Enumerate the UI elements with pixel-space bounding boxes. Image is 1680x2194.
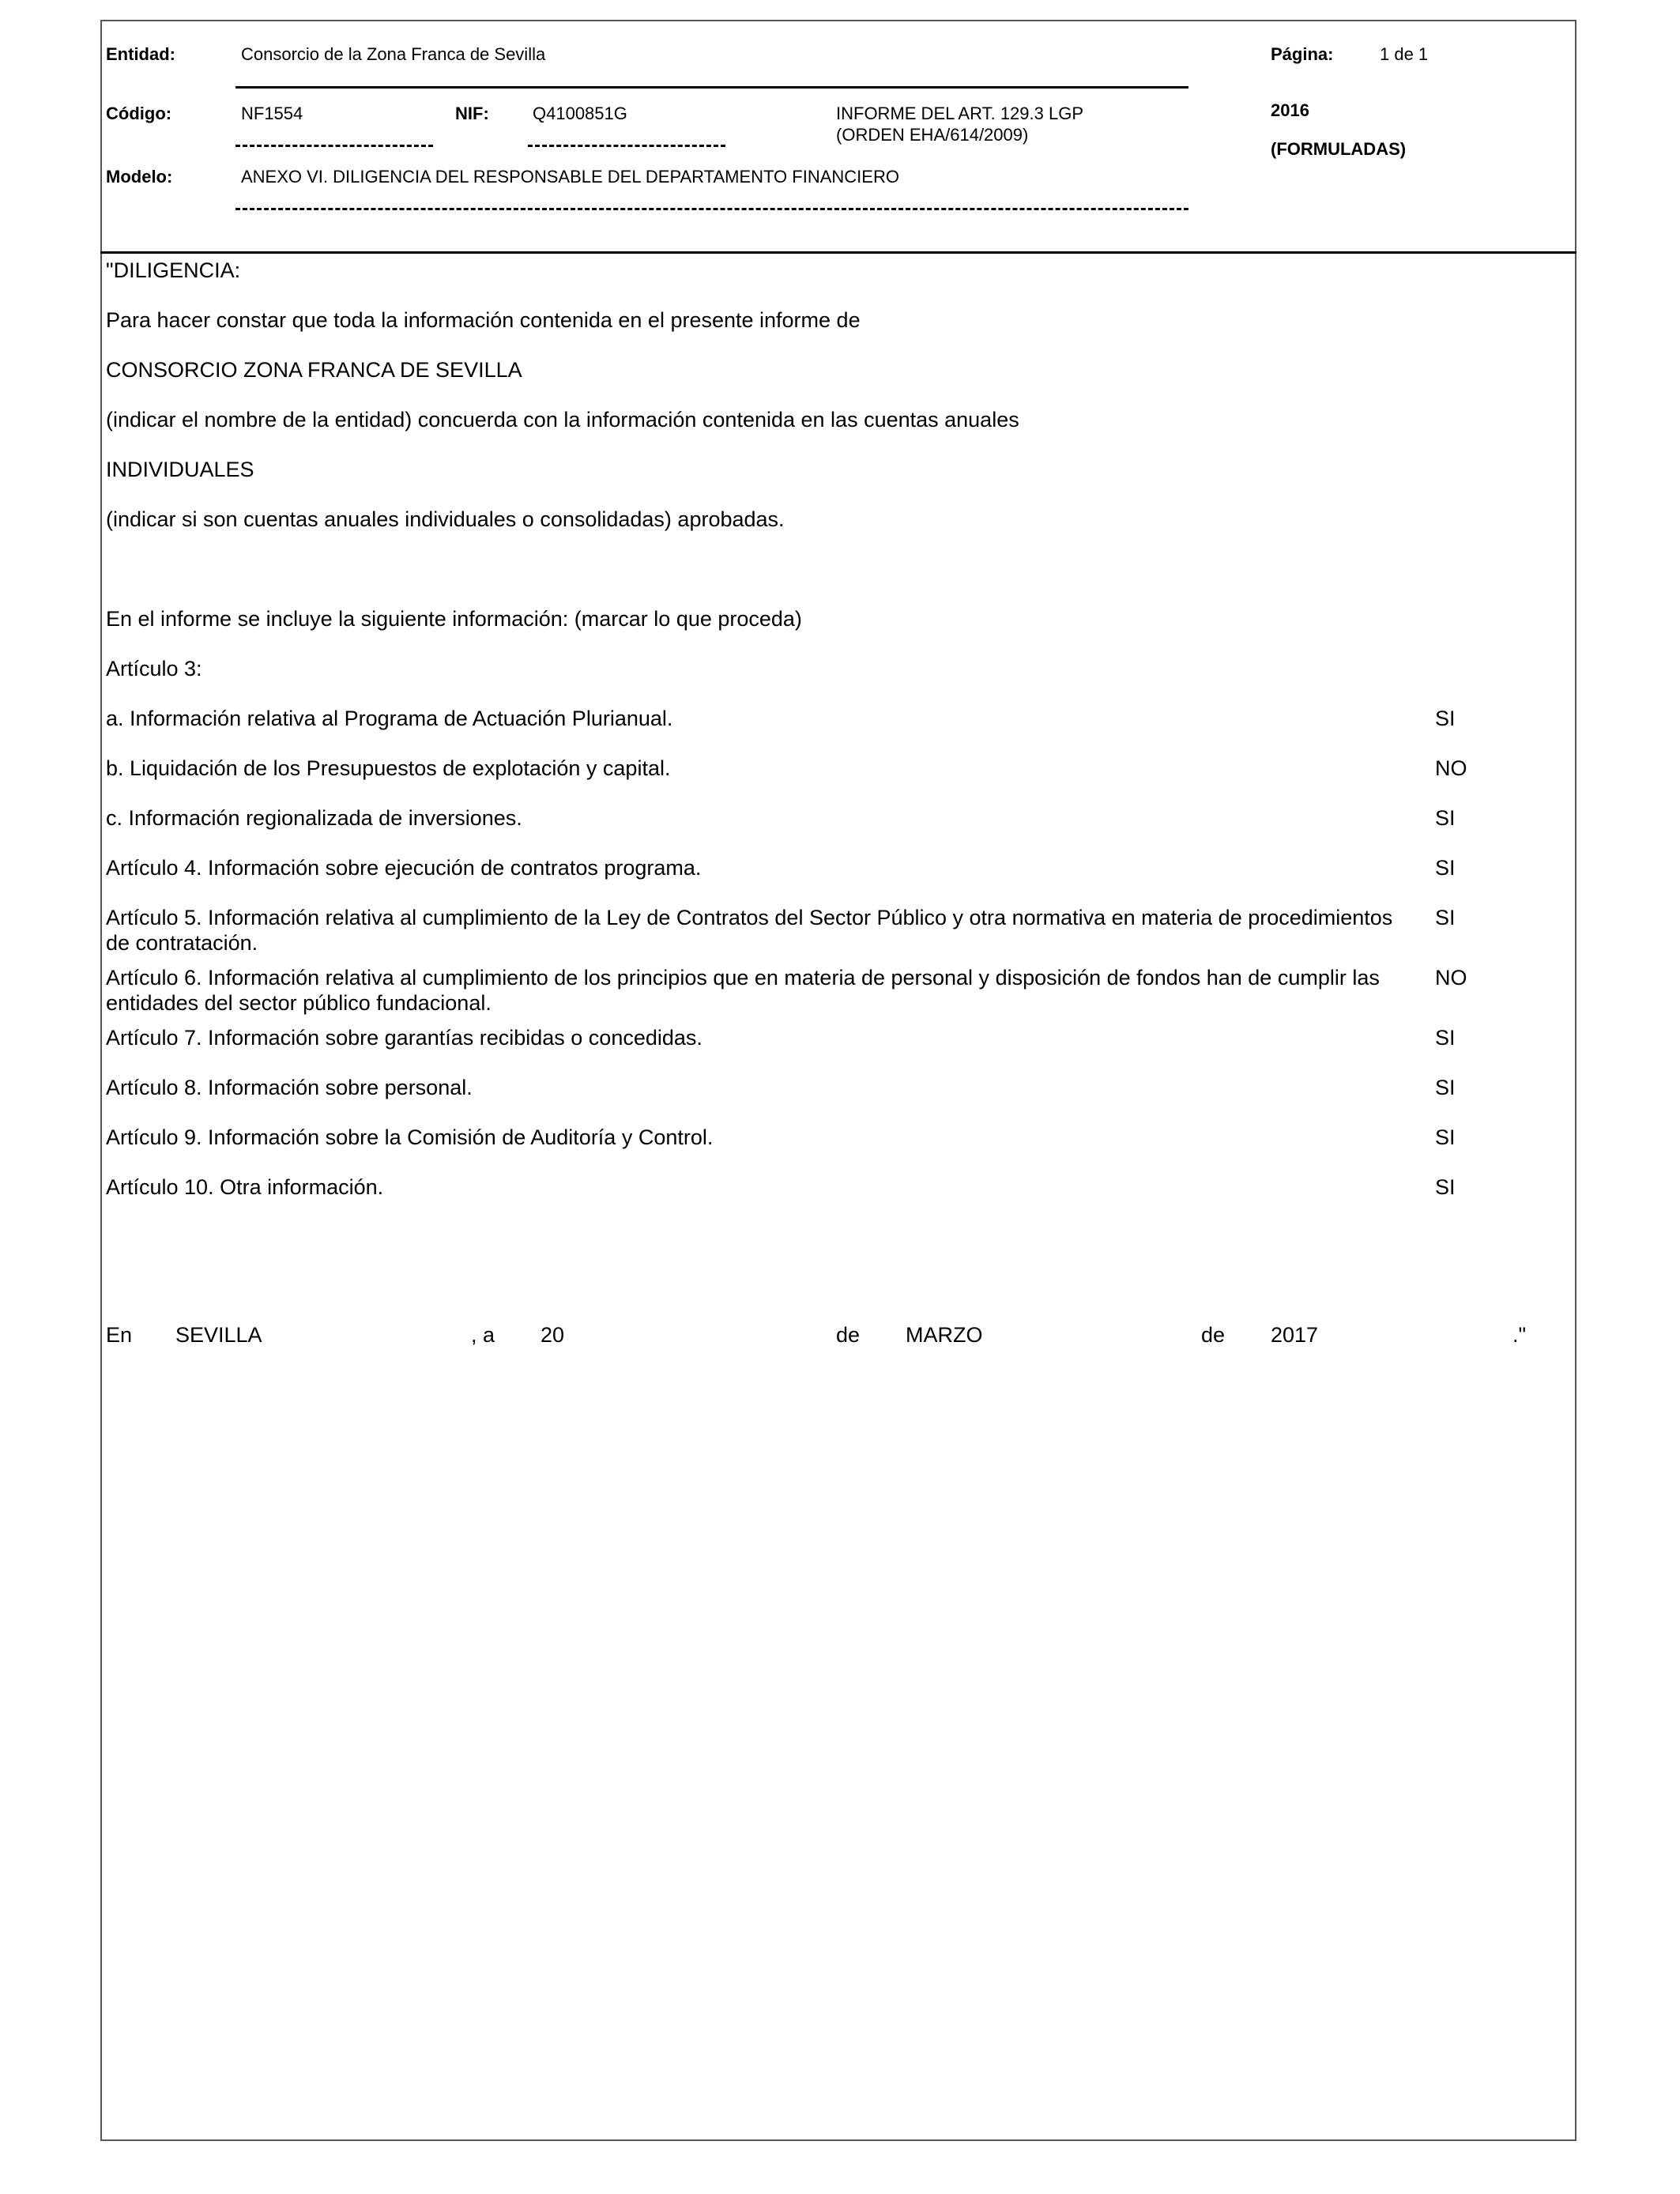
codigo-value: NF1554	[241, 104, 303, 123]
item-text: Artículo 7. Información sobre garantías recibidas o concedidas.	[106, 1026, 703, 1050]
codigo-dashed-underline	[235, 145, 433, 147]
report-status: (FORMULADAS)	[1271, 139, 1407, 159]
item-text: Artículo 5. Información relativa al cumplimiento de la Ley de Contratos del Sector Público y otra normativa en materia de procedimientos de contratación.	[106, 906, 1393, 955]
nif-dashed-underline	[528, 145, 725, 147]
footer-de-1: de	[836, 1323, 861, 1347]
modelo-dashed-underline	[235, 208, 1188, 210]
includes-text: En el informe se incluye la siguiente información: (marcar lo que proceda)	[106, 607, 802, 631]
header-separator	[100, 251, 1576, 254]
item-text: a. Información relativa al Programa de Actuación Plurianual.	[106, 707, 673, 730]
footer-place: SEVILLA	[175, 1323, 262, 1347]
article-3-heading: Artículo 3:	[106, 657, 202, 680]
modelo-value: ANEXO VI. DILIGENCIA DEL RESPONSABLE DEL DEPARTAMENTO FINANCIERO	[241, 167, 899, 187]
entidad-label: Entidad:	[106, 44, 175, 64]
item-answer: SI	[1435, 1175, 1456, 1199]
pagina-label: Página:	[1271, 44, 1334, 64]
entidad-value: Consorcio de la Zona Franca de Sevilla	[241, 44, 546, 64]
item-answer: NO	[1435, 966, 1467, 990]
codigo-label: Código:	[106, 104, 172, 123]
entity-name: CONSORCIO ZONA FRANCA DE SEVILLA	[106, 358, 522, 382]
item-text: b. Liquidación de los Presupuestos de explotación y capital.	[106, 756, 671, 780]
footer-close-quote: ."	[1512, 1323, 1527, 1347]
item-answer: SI	[1435, 1125, 1456, 1149]
modelo-label: Modelo:	[106, 167, 173, 187]
entity-hint: (indicar el nombre de la entidad) concuerda con la información contenida en las cuentas anuales	[106, 408, 1019, 432]
entidad-underline	[235, 86, 1188, 89]
informe-line-1: INFORME DEL ART. 129.3 LGP	[836, 104, 1084, 123]
item-answer: SI	[1435, 856, 1456, 880]
nif-value: Q4100851G	[533, 104, 627, 123]
pagina-value: 1 de 1	[1380, 44, 1429, 64]
footer-month: MARZO	[906, 1323, 983, 1347]
footer-a: , a	[471, 1323, 495, 1347]
item-text: Artículo 8. Información sobre personal.	[106, 1076, 473, 1099]
item-text: Artículo 4. Información sobre ejecución de contratos programa.	[106, 856, 702, 880]
item-answer: SI	[1435, 1076, 1456, 1099]
item-text: c. Información regionalizada de inversiones.	[106, 806, 522, 830]
item-answer: SI	[1435, 806, 1456, 830]
nif-label: NIF:	[455, 104, 489, 123]
item-text: Artículo 6. Información relativa al cumplimiento de los principios que en materia de personal y disposición de fondos han de cumplir las entidades del sector público fundacional.	[106, 966, 1380, 1015]
informe-line-2: (ORDEN EHA/614/2009)	[836, 125, 1029, 145]
item-answer: SI	[1435, 906, 1456, 929]
report-year: 2016	[1271, 100, 1309, 120]
footer-day: 20	[541, 1323, 565, 1347]
item-text: Artículo 10. Otra información.	[106, 1175, 384, 1199]
accounts-type: INDIVIDUALES	[106, 458, 254, 481]
footer-year: 2017	[1271, 1323, 1319, 1347]
item-text: Artículo 9. Información sobre la Comisión de Auditoría y Control.	[106, 1125, 714, 1149]
footer-en: En	[106, 1323, 133, 1347]
item-answer: SI	[1435, 707, 1456, 730]
intro-text: Para hacer constar que toda la información contenida en el presente informe de	[106, 308, 861, 332]
item-answer: NO	[1435, 756, 1467, 780]
accounts-hint: (indicar si son cuentas anuales individuales o consolidadas) aprobadas.	[106, 507, 785, 531]
item-answer: SI	[1435, 1026, 1456, 1050]
diligencia-heading: "DILIGENCIA:	[106, 258, 241, 282]
footer-de-2: de	[1201, 1323, 1226, 1347]
